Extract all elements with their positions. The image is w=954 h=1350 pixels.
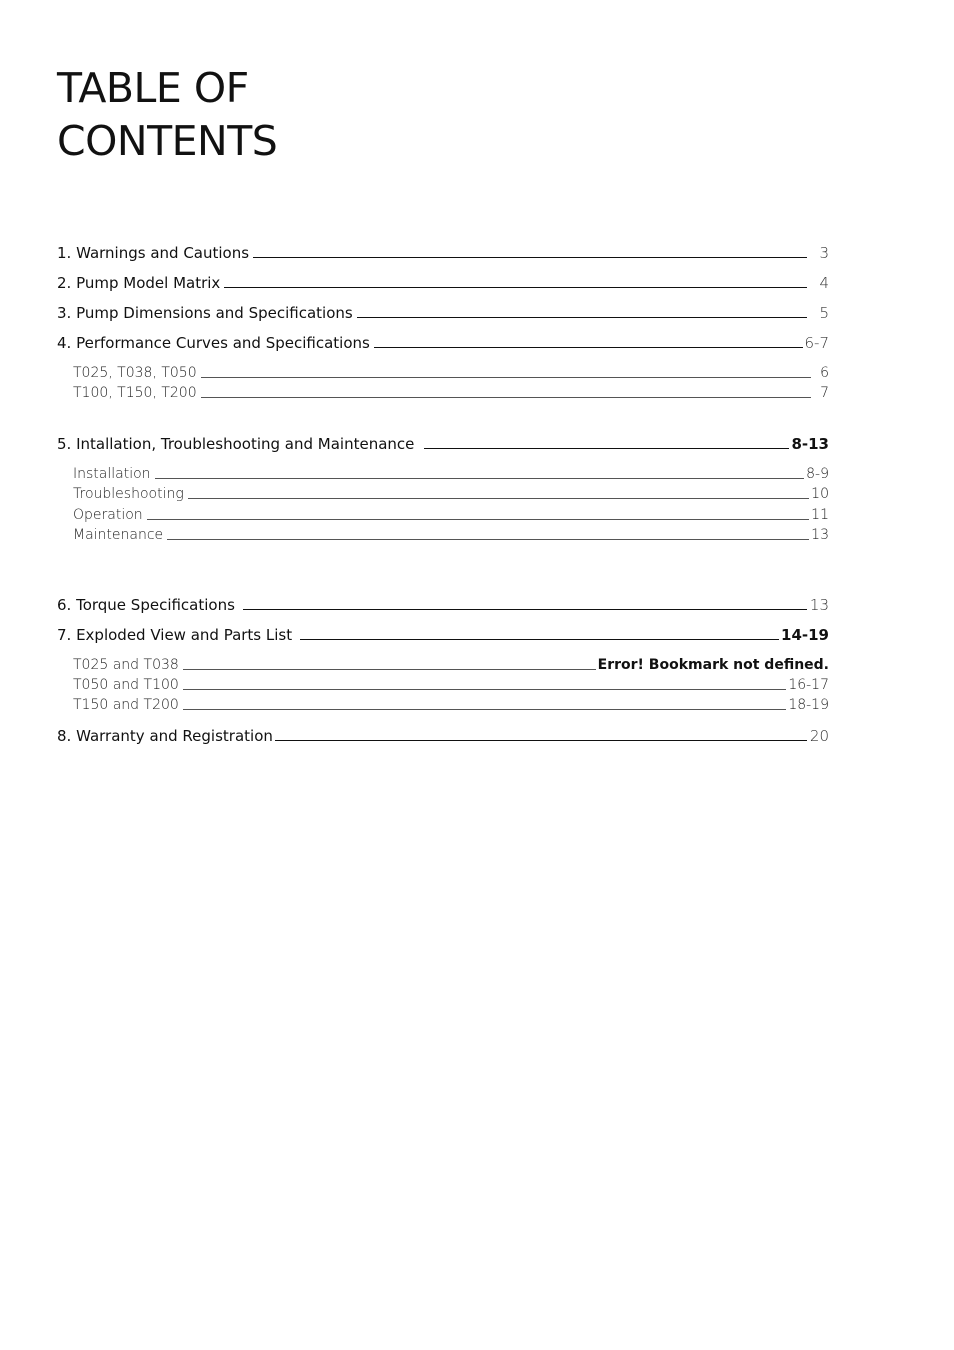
toc-leader-line — [424, 447, 789, 449]
toc-leader-line — [183, 688, 787, 690]
toc-leader-line — [300, 638, 779, 640]
toc-entry-performance-curves[interactable] — [57, 334, 829, 352]
toc-leader-line — [243, 608, 807, 610]
toc-page-number: 3 — [819, 244, 829, 262]
toc-subentry-operation[interactable] — [73, 507, 829, 524]
toc-leader-line — [275, 739, 807, 741]
toc-page-error-text: Error! Bookmark not defined. — [597, 657, 829, 673]
toc-entry-label: 6. Torque Specifications — [57, 596, 235, 614]
toc-entry-label: 4. Performance Curves and Specifications — [57, 334, 370, 352]
toc-page-number: 18-19 — [788, 697, 829, 713]
toc-page-number: 7 — [820, 385, 829, 401]
toc-page-number: 14-19 — [781, 626, 829, 644]
toc-leader-line — [183, 708, 787, 710]
toc-page-number: 20 — [809, 727, 829, 745]
toc-subentry-maintenance[interactable] — [73, 527, 829, 544]
toc-subentry-t150-t200[interactable] — [73, 697, 829, 714]
toc-page-number: 11 — [811, 507, 829, 523]
toc-leader-line — [188, 497, 809, 499]
toc-entry-exploded-view[interactable] — [57, 626, 829, 644]
toc-subentry-t050-t100[interactable] — [73, 677, 829, 694]
toc-subentry-label: T025 and T038 — [73, 657, 179, 673]
toc-leader-line — [201, 376, 811, 378]
toc-subentry-troubleshooting[interactable] — [73, 486, 829, 503]
toc-entry-label: 2. Pump Model Matrix — [57, 274, 221, 292]
toc-entry-label: 8. Warranty and Registration — [57, 727, 273, 745]
toc-subentry-label: Maintenance — [73, 527, 164, 543]
toc-page-number: 6 — [820, 365, 829, 381]
toc-entry-label: 3. Pump Dimensions and Specifications — [57, 304, 353, 322]
toc-leader-line — [147, 518, 810, 520]
toc-subentry-label: T025, T038, T050 — [73, 365, 197, 381]
toc-page-number: 13 — [809, 596, 829, 614]
toc-entry-label: 7. Exploded View and Parts List — [57, 626, 293, 644]
toc-entry-warnings[interactable] — [57, 244, 829, 262]
toc-subentry-t025-t038-t050[interactable] — [73, 365, 829, 382]
page-title-line-1: TABLE OF — [57, 64, 249, 112]
toc-leader-line — [357, 316, 807, 318]
toc-entry-label: 1. Warnings and Cautions — [57, 244, 250, 262]
toc-entry-warranty-registration[interactable] — [57, 727, 829, 745]
toc-leader-line — [183, 668, 596, 670]
toc-entry-model-matrix[interactable] — [57, 274, 829, 292]
toc-page-number: 4 — [819, 274, 829, 292]
toc-leader-line — [374, 346, 803, 348]
toc-page-number: 8-9 — [806, 466, 829, 482]
page-title-line-2: CONTENTS — [57, 117, 278, 165]
toc-subentry-installation[interactable] — [73, 466, 829, 483]
toc-page-number: 10 — [811, 486, 829, 502]
toc-subentry-t100-t150-t200[interactable] — [73, 385, 829, 402]
toc-page-number: 13 — [811, 527, 829, 543]
toc-subentry-label: T150 and T200 — [73, 697, 179, 713]
toc-page-number: 8-13 — [791, 435, 829, 453]
toc-subentry-label: T050 and T100 — [73, 677, 179, 693]
toc-subentry-label: Troubleshooting — [73, 486, 184, 502]
toc-entry-dimensions[interactable] — [57, 304, 829, 322]
toc-leader-line — [155, 477, 805, 479]
toc-subentry-t025-t038[interactable] — [73, 657, 829, 674]
toc-page-number: 5 — [819, 304, 829, 322]
toc-entry-installation-maintenance[interactable] — [57, 435, 829, 453]
toc-leader-line — [167, 538, 809, 540]
toc-leader-line — [201, 396, 811, 398]
toc-leader-line — [253, 256, 807, 258]
toc-subentry-label: T100, T150, T200 — [73, 385, 197, 401]
toc-page-number: 6-7 — [804, 334, 829, 352]
page-title — [57, 62, 277, 168]
toc-subentry-label: Installation — [73, 466, 151, 482]
toc-subentry-label: Operation — [73, 507, 143, 523]
toc-entry-torque-specifications[interactable] — [57, 596, 829, 614]
toc-page-number: 16-17 — [788, 677, 829, 693]
toc-leader-line — [224, 286, 807, 288]
toc-entry-label: 5. Intallation, Troubleshooting and Maintenance — [57, 435, 415, 453]
